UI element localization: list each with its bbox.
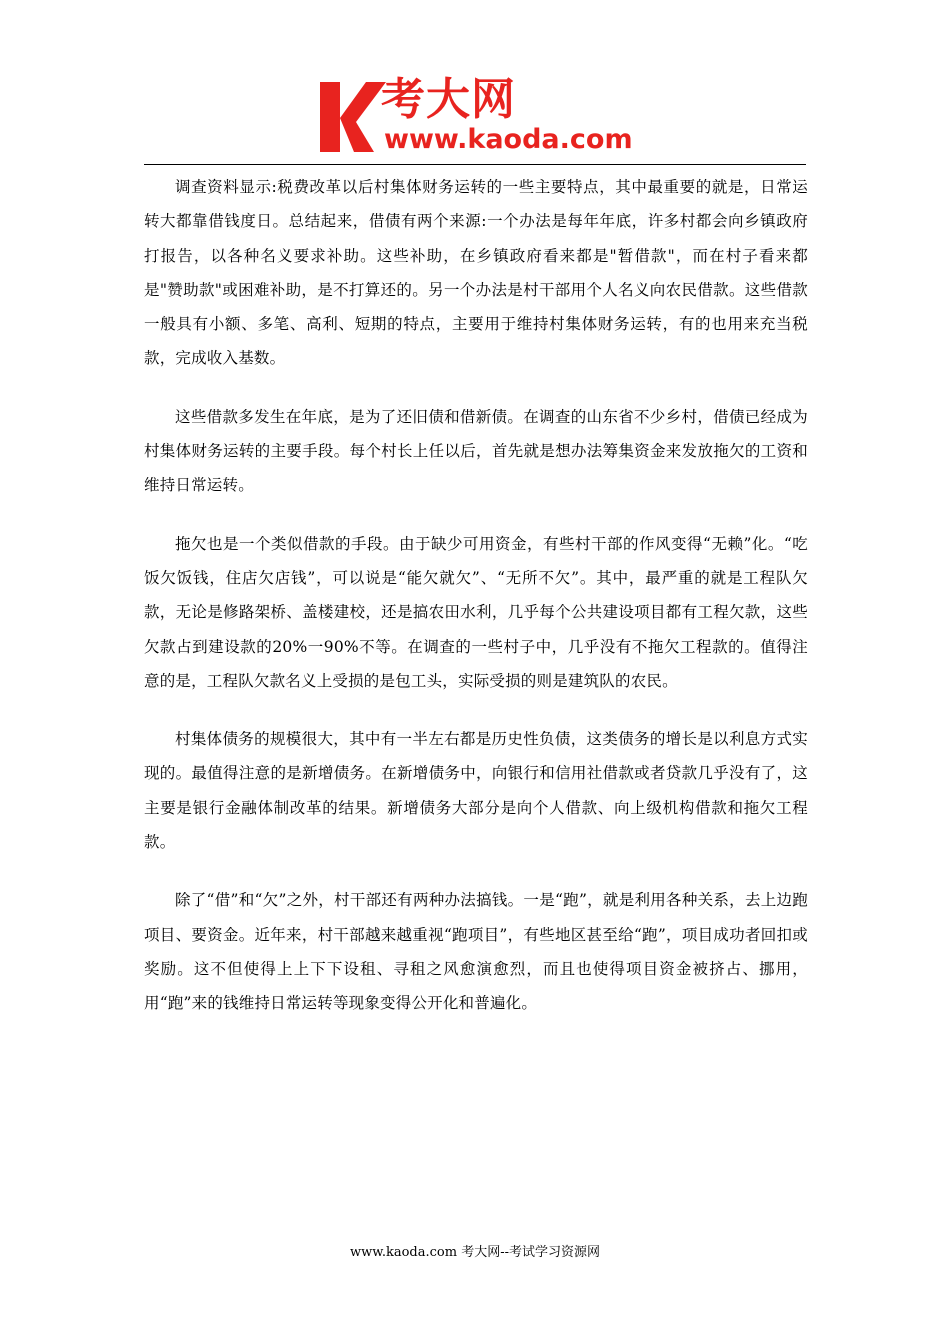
article-body [144, 170, 808, 1045]
page-footer: www.kaoda.com 考大网--考试学习资源网 [350, 1245, 600, 1260]
logo-url: www.kaoda.com [384, 124, 633, 155]
paragraph: 这些借款多发生在年底，是为了还旧债和借新债。在调查的山东省不少乡村，借债已经成为村集体财务运转的主要手段。每个村长上任以后，首先就是想办法筹集资金来发放拖欠的工资和维持日常运转。 [144, 407, 808, 495]
header-divider [144, 164, 806, 165]
site-logo[interactable] [318, 76, 643, 160]
paragraph: 调查资料显示:税费改革以后村集体财务运转的一些主要特点，其中最重要的就是，日常运转大都靠借钱度日。总结起来，借债有两个来源:一个办法是每年年底，许多村都会向乡镇政府打报告，以各种名义要求补助。这些补助，在乡镇政府看来都是"暂借款"，而在村子看来都是"赞助款"或困难补助，是不打算还的。另一个办法是村干部用个人名义向农民借款。这些借款一般具有小额、多笔、高利、短期的特点，主要用于维持村集体财务运转，有的也用来充当税款，完成收入基数。 [144, 178, 808, 368]
paragraph: 村集体债务的规模很大，其中有一半左右都是历史性负债，这类债务的增长是以利息方式实现的。最值得注意的是新增债务。在新增债务中，向银行和信用社借款或者贷款几乎没有了，这主要是银行金融体制改革的结果。新增债务大部分是向个人借款、向上级机构借款和拖欠工程款。 [144, 730, 808, 852]
logo-title: 考大网 [381, 74, 516, 125]
paragraph: 除了“借”和“欠”之外，村干部还有两种办法搞钱。一是“跑”，就是利用各种关系，去上边跑项目、要资金。近年来，村干部越来越重视“跑项目”，有些地区甚至给“跑”，项目成功者回扣或奖励。这不但使得上上下下设租、寻租之风愈演愈烈，而且也使得项目资金被挤占、挪用，用“跑”来的钱维持日常运转等现象变得公开化和普遍化。 [144, 891, 808, 1013]
paragraph: 拖欠也是一个类似借款的手段。由于缺少可用资金，有些村干部的作风变得“无赖”化。“吃饭欠饭钱，住店欠店钱”，可以说是“能欠就欠”、“无所不欠”。其中，最严重的就是工程队欠款，无论是修路架桥、盖楼建校，还是搞农田水利，几乎每个公共建设项目都有工程欠款，这些欠款占到建设款的20%一90%不等。在调查的一些村子中，几乎没有不拖欠工程款的。值得注意的是，工程队欠款名义上受损的是包工头，实际受损的则是建筑队的农民。 [144, 534, 808, 690]
logo-k-icon [318, 80, 386, 154]
